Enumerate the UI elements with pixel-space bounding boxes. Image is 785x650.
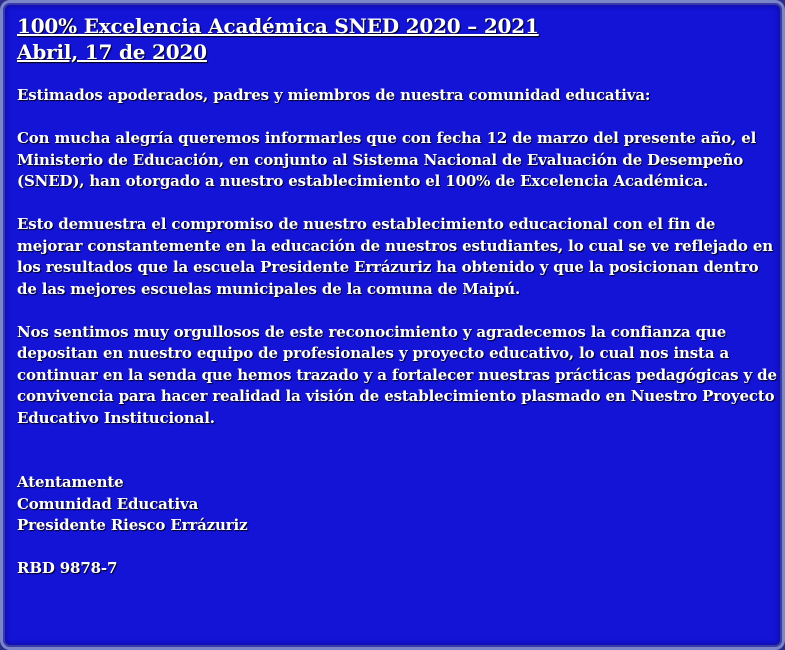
paragraph-gratitude: Nos sentimos muy orgullosos de este reconocimiento y agradecemos la confianza que depositan en nuestro equipo de profesionales y proyecto educativo, lo cual nos insta a continuar en la senda que hemos trazado y a fortalecer nuestras prácticas pedagógicas y de convivencia para hacer realidad la visión de establecimiento plasmado en Nuestro Proyecto Educativo Institucional. (17, 322, 777, 427)
paragraph-commitment: Esto demuestra el compromiso de nuestro establecimiento educacional con el fin de mejorar constantemente en la educación de nuestros estudiantes, lo cual se ve reflejado en los resultados que la escuela Presidente Errázuriz ha obtenido y que la posicionan dentro de las mejores escuelas municipales de la comuna de Maipú. (17, 215, 773, 298)
signature-community: Comunidad Educativa (17, 494, 199, 513)
signature-school: Presidente Riesco Errázuriz (17, 516, 248, 534)
announcement-content (17, 13, 777, 580)
title-date: Abril, 17 de 2020 (17, 40, 207, 64)
title-line-1: 100% Excelencia Académica SNED 2020 – 2021 (17, 14, 539, 38)
signature-block (17, 472, 777, 537)
rbd-code: RBD 9878-7 (17, 559, 118, 577)
announcement-title (17, 13, 777, 65)
signature-closing: Atentamente (17, 473, 124, 491)
paragraph-award: Con mucha alegría queremos informarles que con fecha 12 de marzo del presente año, el Ministerio de Educación, en conjunto al Sistema Nacional de Evaluación de Desempeño (SNED), han otorgado a nuestro establecimiento el 100% de Excelencia Académica. (17, 129, 757, 190)
greeting: Estimados apoderados, padres y miembros de nuestra comunidad educativa: (17, 86, 651, 104)
announcement-body (17, 85, 777, 580)
